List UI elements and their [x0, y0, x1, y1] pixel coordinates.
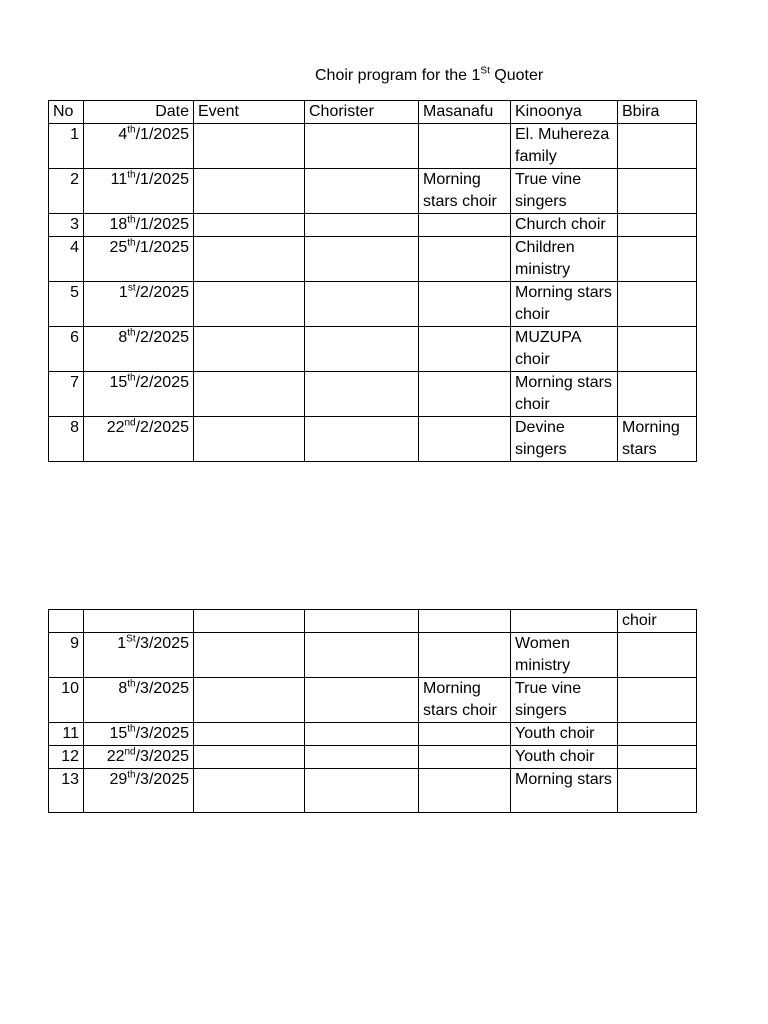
date-month-year: /1/2025 — [135, 239, 189, 256]
date-day: 22 — [106, 419, 125, 436]
cell-event — [194, 169, 305, 214]
cell-kinoonya — [511, 610, 618, 633]
date-ordinal: th — [127, 214, 136, 226]
cell-bbira — [618, 282, 697, 327]
date-day: 1 — [117, 635, 127, 652]
cell-kinoonya: True vine singers — [511, 169, 618, 214]
date-month-year: /3/2025 — [135, 725, 189, 742]
cell-bbira — [618, 633, 697, 678]
cell-kinoonya: Children ministry — [511, 237, 618, 282]
cell-event — [194, 678, 305, 723]
table-row — [49, 610, 697, 633]
cell-date — [84, 417, 194, 462]
date-month-year: /2/2025 — [135, 374, 189, 391]
cell-bbira — [618, 169, 697, 214]
date-month-year: /1/2025 — [135, 126, 189, 143]
cell-chorister — [305, 169, 419, 214]
date-ordinal: th — [127, 723, 136, 735]
cell-kinoonya: Morning stars choir — [511, 372, 618, 417]
table-row — [49, 214, 697, 237]
cell-chorister — [305, 610, 419, 633]
date-day: 15 — [109, 374, 128, 391]
header-no: No — [49, 101, 84, 124]
date-day: 4 — [118, 126, 128, 143]
header-row — [49, 101, 697, 124]
cell-date — [84, 633, 194, 678]
date-day: 8 — [118, 329, 128, 346]
cell-bbira — [618, 327, 697, 372]
date-day: 15 — [109, 725, 128, 742]
cell-masanafu — [419, 723, 511, 746]
schedule-table-2 — [48, 609, 697, 813]
cell-event — [194, 214, 305, 237]
cell-bbira — [618, 124, 697, 169]
date-day: 11 — [110, 171, 128, 188]
date-month-year: /2/2025 — [135, 419, 189, 436]
cell-chorister — [305, 282, 419, 327]
cell-no: 13 — [49, 769, 84, 813]
cell-no — [49, 610, 84, 633]
cell-date — [84, 610, 194, 633]
cell-event — [194, 746, 305, 769]
cell-chorister — [305, 214, 419, 237]
cell-masanafu — [419, 237, 511, 282]
cell-no: 3 — [49, 214, 84, 237]
header-masanafu: Masanafu — [419, 101, 511, 124]
date-ordinal: th — [127, 124, 136, 136]
cell-bbira — [618, 214, 697, 237]
cell-bbira — [618, 237, 697, 282]
cell-bbira — [618, 372, 697, 417]
cell-masanafu — [419, 282, 511, 327]
header-date: Date — [84, 101, 194, 124]
cell-masanafu — [419, 610, 511, 633]
cell-kinoonya: Youth choir — [511, 723, 618, 746]
cell-date — [84, 723, 194, 746]
table-row — [49, 633, 697, 678]
date-month-year: /3/2025 — [135, 680, 189, 697]
cell-chorister — [305, 678, 419, 723]
cell-chorister — [305, 723, 419, 746]
header-bbira: Bbira — [618, 101, 697, 124]
cell-no: 2 — [49, 169, 84, 214]
cell-chorister — [305, 124, 419, 169]
date-month-year: /3/2025 — [135, 748, 189, 765]
cell-no: 4 — [49, 237, 84, 282]
date-day: 1 — [118, 284, 128, 301]
cell-event — [194, 372, 305, 417]
date-ordinal: nd — [124, 746, 136, 758]
cell-no: 9 — [49, 633, 84, 678]
cell-kinoonya: Youth choir — [511, 746, 618, 769]
cell-kinoonya: True vine singers — [511, 678, 618, 723]
date-ordinal: th — [127, 372, 136, 384]
table-row — [49, 723, 697, 746]
table-row — [49, 372, 697, 417]
header-kinoonya: Kinoonya — [511, 101, 618, 124]
cell-masanafu — [419, 633, 511, 678]
cell-event — [194, 633, 305, 678]
cell-event — [194, 610, 305, 633]
table-row — [49, 769, 697, 813]
cell-bbira: choir — [618, 610, 697, 633]
cell-event — [194, 769, 305, 813]
cell-date — [84, 678, 194, 723]
date-ordinal: th — [127, 769, 136, 781]
table-row — [49, 169, 697, 214]
date-day: 18 — [109, 216, 128, 233]
date-ordinal: th — [127, 237, 136, 249]
page-title — [315, 66, 543, 86]
table-row — [49, 678, 697, 723]
cell-no: 1 — [49, 124, 84, 169]
header-chorister: Chorister — [305, 101, 419, 124]
cell-date — [84, 169, 194, 214]
cell-date — [84, 237, 194, 282]
cell-event — [194, 327, 305, 372]
date-ordinal: th — [127, 169, 136, 181]
cell-no: 5 — [49, 282, 84, 327]
cell-masanafu — [419, 417, 511, 462]
cell-masanafu — [419, 769, 511, 813]
cell-masanafu: Morning stars choir — [419, 169, 511, 214]
cell-kinoonya: El. Muhereza family — [511, 124, 618, 169]
cell-chorister — [305, 769, 419, 813]
date-day: 29 — [109, 771, 128, 788]
cell-date — [84, 282, 194, 327]
date-month-year: /3/2025 — [135, 771, 189, 788]
cell-date — [84, 769, 194, 813]
cell-bbira — [618, 769, 697, 813]
cell-chorister — [305, 327, 419, 372]
cell-kinoonya: Church choir — [511, 214, 618, 237]
cell-chorister — [305, 633, 419, 678]
date-month-year: /1/2025 — [135, 171, 189, 188]
date-month-year: /2/2025 — [135, 329, 189, 346]
cell-no: 6 — [49, 327, 84, 372]
cell-event — [194, 723, 305, 746]
cell-no: 12 — [49, 746, 84, 769]
cell-date — [84, 327, 194, 372]
cell-masanafu — [419, 124, 511, 169]
date-ordinal: nd — [124, 417, 136, 429]
date-month-year: /3/2025 — [135, 635, 189, 652]
table-row — [49, 237, 697, 282]
cell-kinoonya: Women ministry — [511, 633, 618, 678]
cell-bbira — [618, 723, 697, 746]
cell-chorister — [305, 237, 419, 282]
date-day: 8 — [118, 680, 128, 697]
title-text: Choir program for the 1 — [315, 67, 481, 84]
cell-kinoonya: Devine singers — [511, 417, 618, 462]
cell-chorister — [305, 746, 419, 769]
cell-no: 8 — [49, 417, 84, 462]
cell-date — [84, 124, 194, 169]
cell-date — [84, 746, 194, 769]
table-row — [49, 746, 697, 769]
cell-masanafu — [419, 214, 511, 237]
cell-bbira: Morning stars — [618, 417, 697, 462]
cell-no: 11 — [49, 723, 84, 746]
cell-chorister — [305, 417, 419, 462]
title-text-end: Quoter — [489, 67, 544, 84]
table-row — [49, 327, 697, 372]
date-ordinal: th — [127, 327, 136, 339]
cell-event — [194, 417, 305, 462]
date-ordinal: st — [127, 282, 136, 294]
cell-masanafu — [419, 372, 511, 417]
cell-event — [194, 237, 305, 282]
cell-date — [84, 372, 194, 417]
cell-bbira — [618, 678, 697, 723]
table-row — [49, 282, 697, 327]
cell-kinoonya: Morning stars — [511, 769, 618, 813]
date-ordinal: St — [126, 633, 136, 645]
cell-masanafu — [419, 327, 511, 372]
cell-kinoonya: MUZUPA choir — [511, 327, 618, 372]
cell-no: 7 — [49, 372, 84, 417]
cell-event — [194, 124, 305, 169]
date-month-year: /1/2025 — [135, 216, 189, 233]
cell-bbira — [618, 746, 697, 769]
table-row — [49, 124, 697, 169]
cell-chorister — [305, 372, 419, 417]
header-event: Event — [194, 101, 305, 124]
cell-masanafu: Morning stars choir — [419, 678, 511, 723]
schedule-table-1 — [48, 100, 697, 462]
date-day: 25 — [109, 239, 128, 256]
cell-no: 10 — [49, 678, 84, 723]
date-day: 22 — [106, 748, 125, 765]
cell-masanafu — [419, 746, 511, 769]
cell-event — [194, 282, 305, 327]
cell-date — [84, 214, 194, 237]
table-row — [49, 417, 697, 462]
date-month-year: /2/2025 — [135, 284, 189, 301]
title-superscript: St — [480, 65, 490, 77]
date-ordinal: th — [127, 678, 136, 690]
cell-kinoonya: Morning stars choir — [511, 282, 618, 327]
